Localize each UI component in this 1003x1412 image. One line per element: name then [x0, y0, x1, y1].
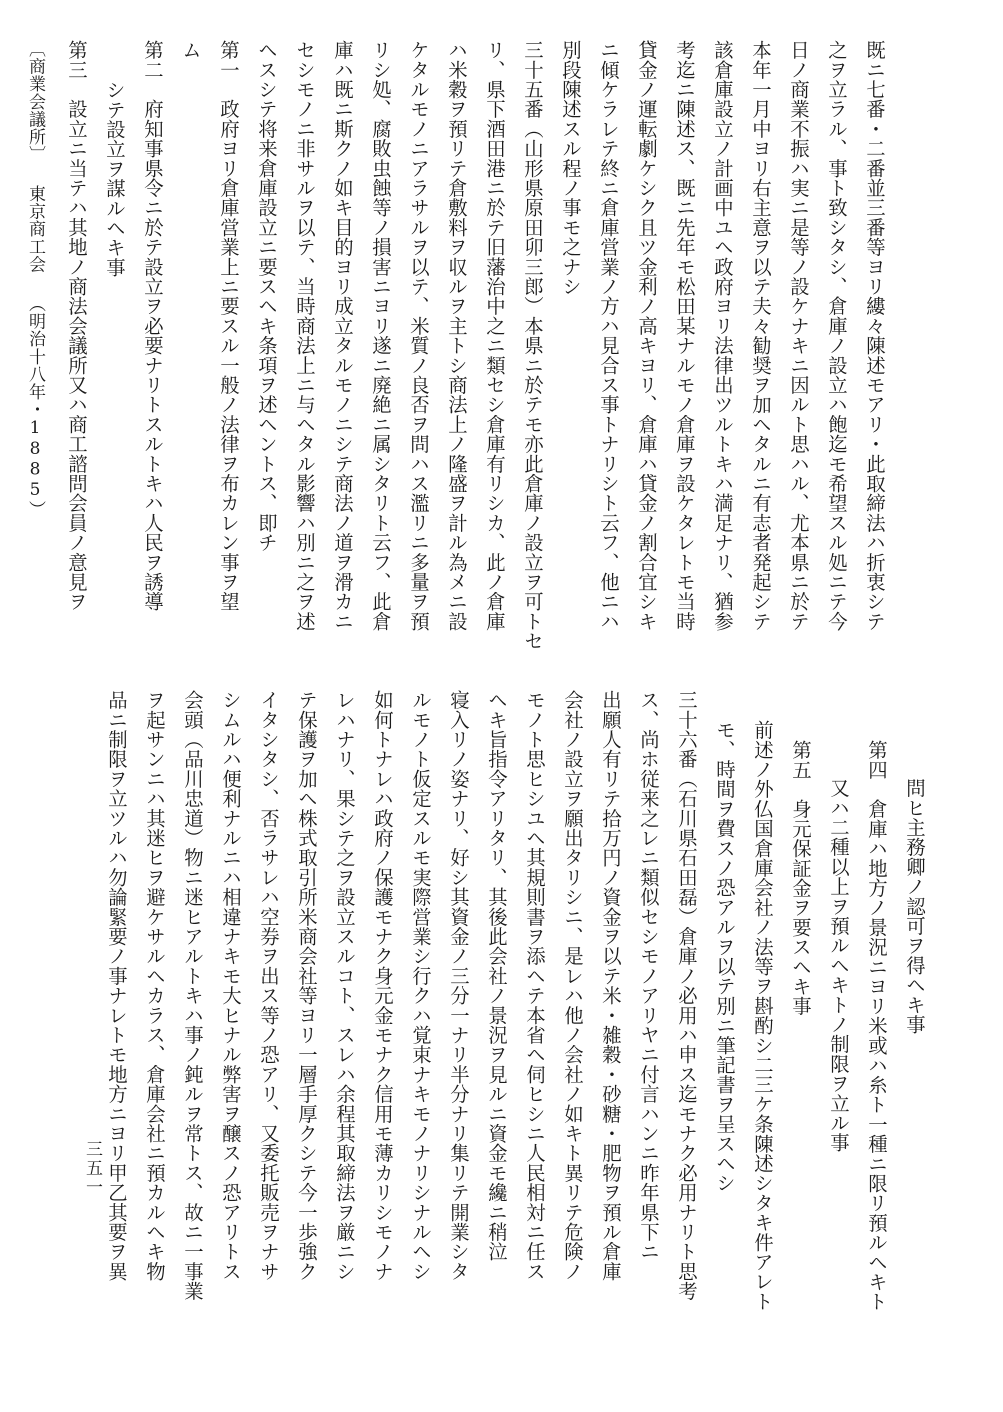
text-column: 三十五番（山形県原田卯三郎）本県ニ於テモ亦此倉庫ノ設立ヲ可トセ: [521, 40, 544, 651]
text-column: シムルハ便利ナルニハ相違ナキモ大ヒナル弊害ヲ醸スノ恐アリトス: [219, 690, 242, 1281]
text-column: 品ニ制限ヲ立ツルハ勿論緊要ノ事ナレトモ地方ニヨリ甲乙其要ヲ異: [105, 690, 128, 1281]
text-column: 第三 設立ニ当テハ其地ノ商法会議所又ハ商工諮問会員ノ意見ヲ: [65, 40, 88, 612]
text-column: 出願人有リテ拾万円ノ資金ヲ以テ米・雑穀・砂糖・肥物ヲ預ル倉庫: [599, 690, 622, 1281]
text-column: リ、県下酒田港ニ於テ旧藩治中之ニ類セシ倉庫有リシカ、此ノ倉庫: [483, 40, 506, 631]
text-column: 第二 府知事県令ニ於テ設立ヲ必要ナリトスルトキハ人民ヲ誘導: [141, 40, 164, 612]
text-column: 庫ハ既ニ斯クノ如キ目的ヨリ成立タルモノニシテ商法ノ道ヲ滑カニ: [331, 40, 354, 631]
text-column: ニ傾ケラレテ終ニ倉庫営業ノ方ハ見合ス事トナリシト云フ、他ニハ: [597, 40, 620, 631]
text-column: レハナリ、果シテ之ヲ設立スルコト、スレハ余程其取締法ヲ厳ニシ: [333, 690, 356, 1281]
text-column: ヘキ旨指令アリタリ、其後此会社ノ景況ヲ見ルニ資金モ纔ニ稍泣: [485, 690, 508, 1262]
text-column: 第五 身元保証金ヲ要スヘキ事: [789, 740, 812, 1016]
text-column: ヲ起サンニハ其迷ヒヲ避ケサルヘカラス、倉庫会社ニ預カルヘキ物: [143, 690, 166, 1281]
text-column: 第四 倉庫ハ地方ノ景況ニヨリ米或ハ糸ト一種ニ限リ預ルヘキト: [865, 740, 888, 1312]
text-column: 之ヲ立ラル、事ト致シタシ、倉庫ノ設立ハ飽迄モ希望スル処ニテ今: [825, 40, 848, 631]
text-column: ヘスシテ将来倉庫設立ニ要スヘキ条項ヲ述ヘントス、即チ: [255, 40, 278, 553]
text-column: 本年一月中ヨリ右主意ヲ以テ夫々勧奨ヲ加ヘタルニ有志者発起シテ: [749, 40, 772, 631]
text-column: 三十六番（石川県石田磊）倉庫ノ必用ハ申ス迄モナク必用ナリト思考: [675, 690, 698, 1301]
source-tag: 〔商業会議所〕: [25, 40, 45, 164]
text-column: 日ノ商業不振ハ実ニ是等ノ設ケナキニ因ルト思ハル、尤本県ニ於テ: [787, 40, 810, 631]
text-column: 如何トナレハ政府ノ保護モナク身元金モナク信用モ薄カリシモノナ: [371, 690, 394, 1281]
text-column: ハ米穀ヲ預リテ倉敷料ヲ収ルヲ主トシ商法上ノ隆盛ヲ計ル為メニ設: [445, 40, 468, 631]
text-column: 寝入リノ姿ナリ、好シ其資金ノ三分一ナリ半分ナリ集リテ開業シタ: [447, 690, 470, 1281]
text-column: 該倉庫設立ノ計画中ユヘ政府ヨリ法律出ツルトキハ満足ナリ、猶参: [711, 40, 734, 631]
text-column: セシモノニ非サルヲ以テ、当時商法上ニ与ヘタル影響ハ別ニ之ヲ述: [293, 40, 316, 631]
text-column: 別段陳述スル程ノ事モ之ナシ: [559, 40, 582, 297]
text-column: 又ハ二種以上ヲ預ルヘキトノ制限ヲ立ル事: [827, 778, 850, 1153]
text-column: 既ニ七番・二番並三番等ヨリ縷々陳述モアリ・此取締法ハ折衷シテ: [863, 40, 886, 631]
text-column: モノト思ヒシユヘ其規則書ヲ添ヘテ本省ヘ伺ヒシニ人民相対ニ任ス: [523, 690, 546, 1281]
text-column: ケタルモノニアラサルヲ以テ、米質ノ良否ヲ問ハス濫リニ多量ヲ預: [407, 40, 430, 631]
text-column: 考迄ニ陳述ス、既ニ先年モ松田某ナルモノ倉庫ヲ設ケタレトモ当時: [673, 40, 696, 631]
text-column: 第一 政府ヨリ倉庫営業上ニ要スル一般ノ法律ヲ布カレン事ヲ望: [217, 40, 240, 612]
text-column: シテ設立ヲ謀ルヘキ事: [103, 80, 126, 277]
text-column: リシ処、腐敗虫蝕等ノ損害ニヨリ遂ニ廃絶ニ属シタリト云フ、此倉: [369, 40, 392, 631]
text-column: テ保護ヲ加ヘ株式取引所米商会社等ヨリ一層手厚クシテ今一歩強ク: [295, 690, 318, 1281]
text-column: 会頭（品川忠道）物ニ迷ヒアルトキハ事ノ鈍ルヲ常トス、故ニ一事業: [181, 690, 204, 1301]
text-column: ルモノト仮定スルモ実際営業シ行クハ覚束ナキモノナリシナルヘシ: [409, 690, 432, 1281]
source-date: （明治十八年・1885）: [25, 295, 45, 519]
text-column: ム: [179, 40, 202, 60]
text-column: ス、尚ホ従来之レニ類似セシモノアリヤニ付言ハンニ昨年県下ニ: [637, 690, 660, 1262]
text-column: 前述ノ外仏国倉庫会社ノ法等ヲ斟酌シ二三ケ条陳述シタキ件アレト: [751, 720, 774, 1311]
text-column: 貸金ノ運転劇ケシク且ツ金利ノ高キヨリ、倉庫ハ貸金ノ割合宜シキ: [635, 40, 658, 631]
text-column: モ、時間ヲ費スノ恐アルヲ以テ別ニ筆記書ヲ呈スヘシ: [713, 720, 736, 1193]
text-column: 会社ノ設立ヲ願出タリシニ、是レハ他ノ会社ノ如キト異リテ危険ノ: [561, 690, 584, 1281]
source-org: 東京商工会: [25, 185, 45, 274]
text-column: 問ヒ主務卿ノ認可ヲ得ヘキ事: [903, 778, 926, 1035]
text-column: イタシタシ、否ラサレハ空券ヲ出ス等ノ恐アリ、又委托販売ヲナサ: [257, 690, 280, 1281]
page-number: 三五一: [82, 1140, 102, 1197]
